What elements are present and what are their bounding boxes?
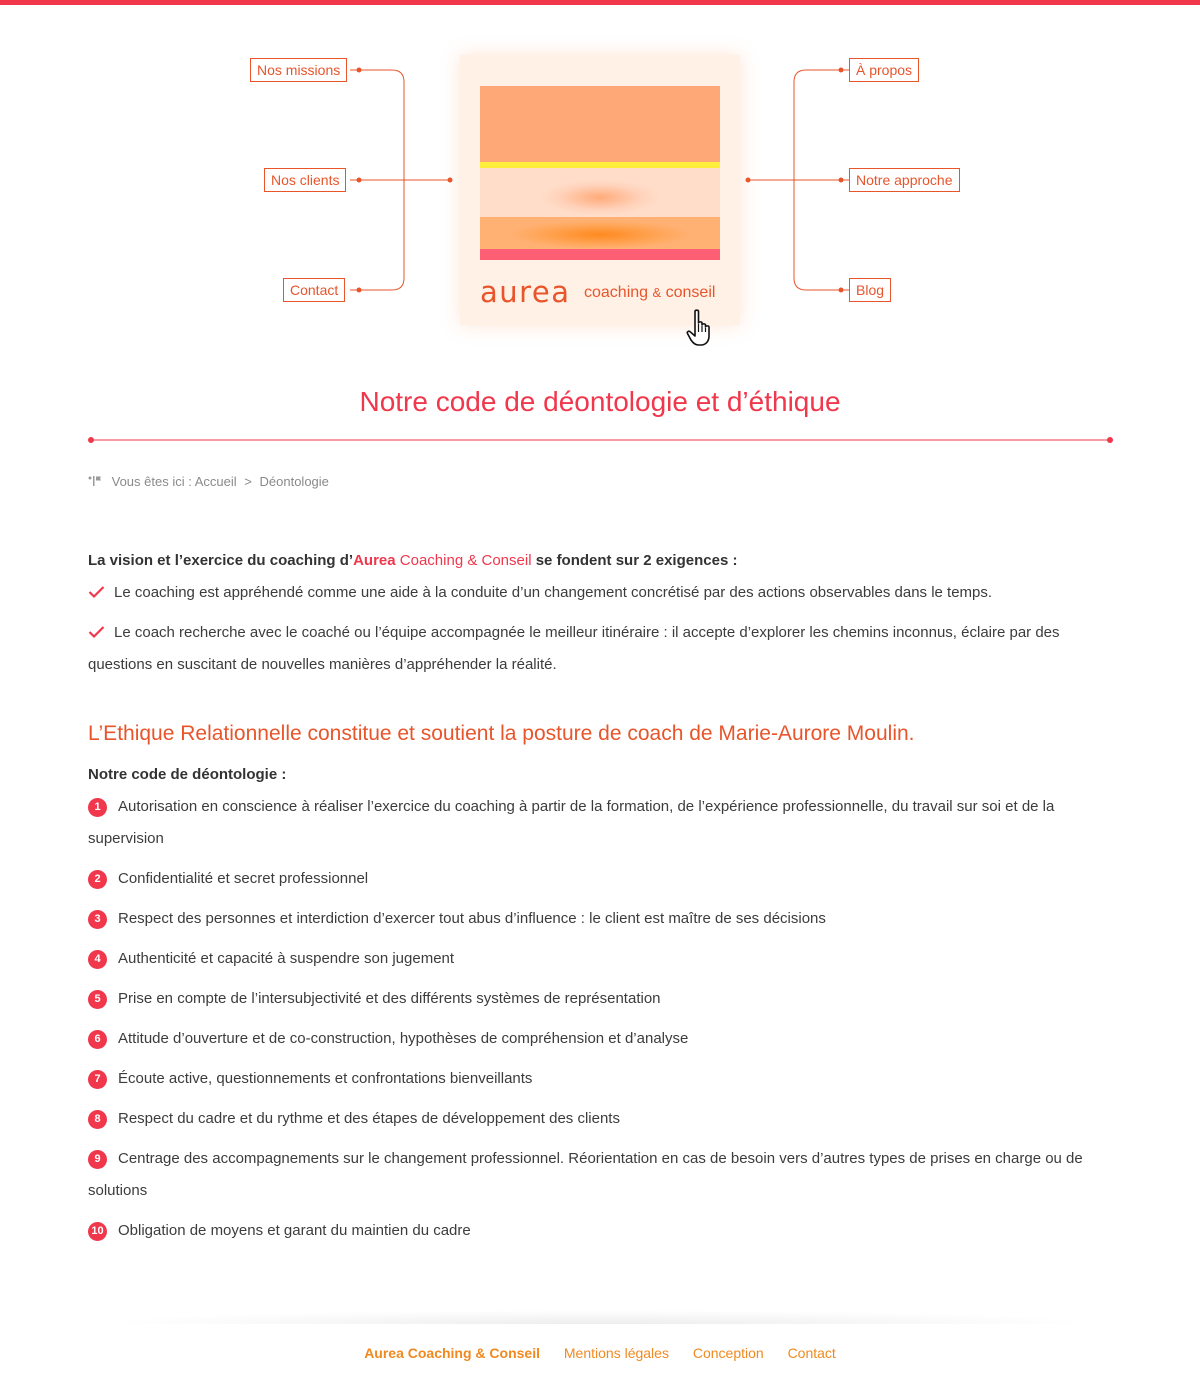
nav-a-propos[interactable]: À propos <box>849 58 919 82</box>
intro-text-start: La vision et l’exercice du coaching d’ <box>88 552 354 569</box>
footer-link-contact[interactable]: Contact <box>787 1345 836 1361</box>
footer-shadow <box>100 1310 1100 1324</box>
nav-nos-clients[interactable]: Nos clients <box>264 168 346 192</box>
number-badge: 1 <box>88 798 107 817</box>
requirement-item <box>88 577 1112 609</box>
page-title: Notre code de déontologie et d’éthique <box>359 386 841 417</box>
breadcrumb-home-link[interactable]: Accueil <box>194 474 237 489</box>
logo-tagline-amp: & <box>652 285 662 300</box>
code-list-item <box>88 863 1112 895</box>
footer-link-brand[interactable]: Aurea Coaching & Conseil <box>364 1345 540 1361</box>
number-badge: 5 <box>88 990 107 1009</box>
breadcrumb <box>88 474 329 490</box>
logo-band-middle <box>480 168 720 217</box>
nav-notre-approche[interactable]: Notre approche <box>849 168 960 192</box>
intro-paragraph <box>88 552 737 570</box>
code-list-label: Notre code de déontologie : <box>88 766 287 783</box>
number-badge: 7 <box>88 1070 107 1089</box>
code-item-text: Attitude d’ouverture et de co-construction, hypothèses de compréhension et d’analyse <box>118 1030 689 1047</box>
code-list-item <box>88 1143 1112 1207</box>
code-item-text: Écoute active, questionnements et confrontations bienveillants <box>118 1070 533 1087</box>
checkmark-icon <box>88 617 114 649</box>
nav-nos-missions[interactable]: Nos missions <box>250 58 347 82</box>
code-item-text: Respect des personnes et interdiction d’exercer tout abus d’influence : le client est maître de ses décisions <box>118 910 826 927</box>
logo-pink-stripe <box>480 249 720 260</box>
number-badge: 10 <box>88 1222 107 1241</box>
title-divider <box>88 436 1114 444</box>
breadcrumb-current: Déontologie <box>259 474 329 489</box>
code-list-item <box>88 791 1112 855</box>
code-list-item <box>88 1103 1112 1135</box>
code-list-item <box>88 1023 1112 1055</box>
requirement-item <box>88 617 1112 681</box>
checkmark-icon <box>88 577 114 609</box>
logo-band-bottom <box>480 217 720 249</box>
section-subtitle: L’Ethique Relationnelle constitue et soutient la posture de coach de Marie-Aurore Moulin. <box>88 722 915 745</box>
site-logo[interactable] <box>460 55 740 325</box>
intro-brand-suffix: Coaching & Conseil <box>395 552 532 569</box>
logo-tagline-word-1: coaching <box>584 284 649 301</box>
breadcrumb-prefix: Vous êtes ici : <box>111 474 192 489</box>
code-item-text: Prise en compte de l’intersubjectivité et des différents systèmes de représentation <box>118 990 661 1007</box>
requirement-text: Le coach recherche avec le coaché ou l’équipe accompagnée le meilleur itinéraire : il accepte d’explorer les chemins inconnus, éclaire par des questions en suscitant de nouvelles manières d’appréhender la réalité. <box>88 624 1060 673</box>
code-list-item <box>88 1215 1112 1247</box>
code-item-text: Confidentialité et secret professionnel <box>118 870 369 887</box>
requirement-text: Le coaching est appréhendé comme une aide à la conduite d’un changement concrétisé par des actions observables dans le temps. <box>114 584 993 601</box>
number-badge: 9 <box>88 1150 107 1169</box>
footer-link-mentions-legales[interactable]: Mentions légales <box>563 1345 669 1361</box>
footer-nav <box>0 1344 1200 1362</box>
number-badge: 4 <box>88 950 107 969</box>
nav-blog[interactable]: Blog <box>849 278 891 302</box>
intro-brand-name: Aurea <box>353 552 396 569</box>
code-item-text: Obligation de moyens et garant du maintien du cadre <box>118 1222 471 1239</box>
logo-band-top <box>480 86 720 162</box>
footer-link-conception[interactable]: Conception <box>692 1345 764 1361</box>
code-list-item <box>88 983 1112 1015</box>
code-item-text: Authenticité et capacité à suspendre son jugement <box>118 950 455 967</box>
intro-text-end: se fondent sur 2 exigences : <box>531 552 738 569</box>
code-list-item <box>88 1063 1112 1095</box>
number-badge: 6 <box>88 1030 107 1049</box>
logo-tagline-word-2: conseil <box>665 284 716 301</box>
code-list-item <box>88 903 1112 935</box>
nav-contact[interactable]: Contact <box>283 278 345 302</box>
code-list-item <box>88 943 1112 975</box>
logo-wordmark: aurea <box>480 275 571 309</box>
number-badge: 3 <box>88 910 107 929</box>
location-pin-icon <box>88 475 104 487</box>
code-item-text: Centrage des accompagnements sur le changement professionnel. Réorientation en cas de besoin vers d’autres types de prises en charge ou de solutions <box>88 1150 1083 1199</box>
number-badge: 2 <box>88 870 107 889</box>
code-item-text: Autorisation en conscience à réaliser l’exercice du coaching à partir de la formation, de l’expérience professionnelle, du travail sur soi et de la supervision <box>88 798 1055 847</box>
number-badge: 8 <box>88 1110 107 1129</box>
code-item-text: Respect du cadre et du rythme et des étapes de développement des clients <box>118 1110 620 1127</box>
hand-pointer-cursor-icon <box>686 308 718 348</box>
logo-tagline <box>584 283 715 303</box>
breadcrumb-separator: > <box>244 474 252 489</box>
